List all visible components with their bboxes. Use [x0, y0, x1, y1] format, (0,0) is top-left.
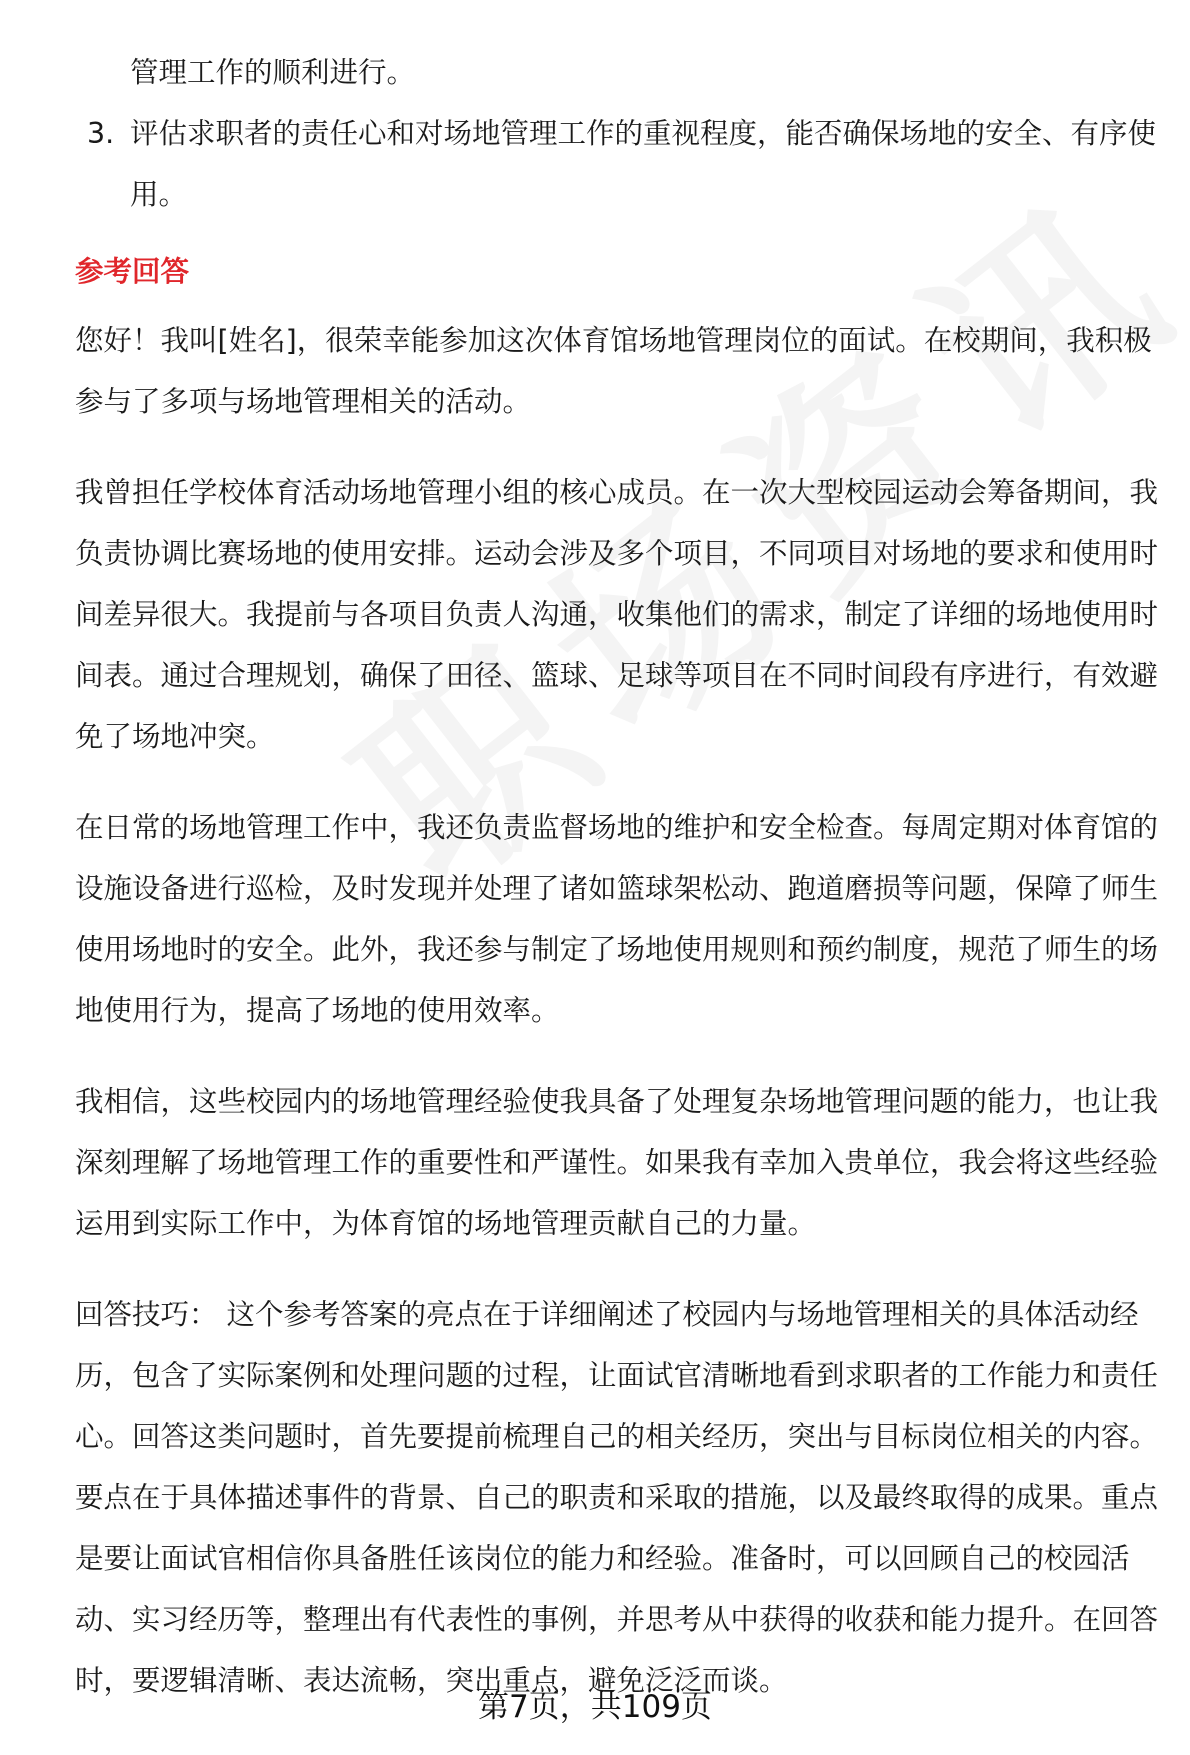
list-item — [75, 103, 1170, 225]
page-content — [75, 42, 1170, 1711]
paragraph-conclusion: 我相信，这些校园内的场地管理经验使我具备了处理复杂场地管理问题的能力，也让我深刻理解了场地管理工作的重要性和严谨性。如果我有幸加入贵单位，我会将这些经验运用到实际工作中，为体育馆的场地管理贡献自己的力量。 — [75, 1085, 1159, 1240]
paragraph-intro: 您好！我叫[姓名]，很荣幸能参加这次体育馆场地管理岗位的面试。在校期间，我积极参与了多项与场地管理相关的活动。 — [75, 324, 1152, 418]
paragraph-answer-tips: 回答技巧： 这个参考答案的亮点在于详细阐述了校园内与场地管理相关的具体活动经历，包含了实际案例和处理问题的过程，让面试官清晰地看到求职者的工作能力和责任心。回答这类问题时，首先要提前梳理自己的相关经历，突出与目标岗位相关的内容。要点在于具体描述事件的背景、自己的职责和采取的措施，以及最终取得的成果。重点是要让面试官相信你具备胜任该岗位的能力和经验。准备时，可以回顾自己的校园活动、实习经历等，整理出有代表性的事例，并思考从中获得的收获和能力提升。在回答时，要逻辑清晰、表达流畅，突出重点，避免泛泛而谈。 — [75, 1298, 1159, 1697]
paragraph-daily-work: 在日常的场地管理工作中，我还负责监督场地的维护和安全检查。每周定期对体育馆的设施设备进行巡检，及时发现并处理了诸如篮球架松动、跑道磨损等问题，保障了师生使用场地时的安全。此外，我还参与制定了场地使用规则和预约制度，规范了师生的场地使用行为，提高了场地的使用效率。 — [75, 811, 1159, 1027]
paragraph-experience: 我曾担任学校体育活动场地管理小组的核心成员。在一次大型校园运动会筹备期间，我负责协调比赛场地的使用安排。运动会涉及多个项目，不同项目对场地的要求和使用时间差异很大。我提前与各项目负责人沟通，收集他们的需求，制定了详细的场地使用时间表。通过合理规划，确保了田径、篮球、足球等项目在不同时间段有序进行，有效避免了场地冲突。 — [75, 476, 1159, 753]
list-item-text: 评估求职者的责任心和对场地管理工作的重视程度，能否确保场地的安全、有序使用。 — [130, 117, 1157, 211]
page-number: 第7页，共109页 — [478, 1689, 712, 1725]
section-title: 参考回答 — [75, 255, 190, 288]
list-item-continuation: 管理工作的顺利进行。 — [130, 56, 416, 89]
list-item-number: 3. — [87, 117, 115, 150]
